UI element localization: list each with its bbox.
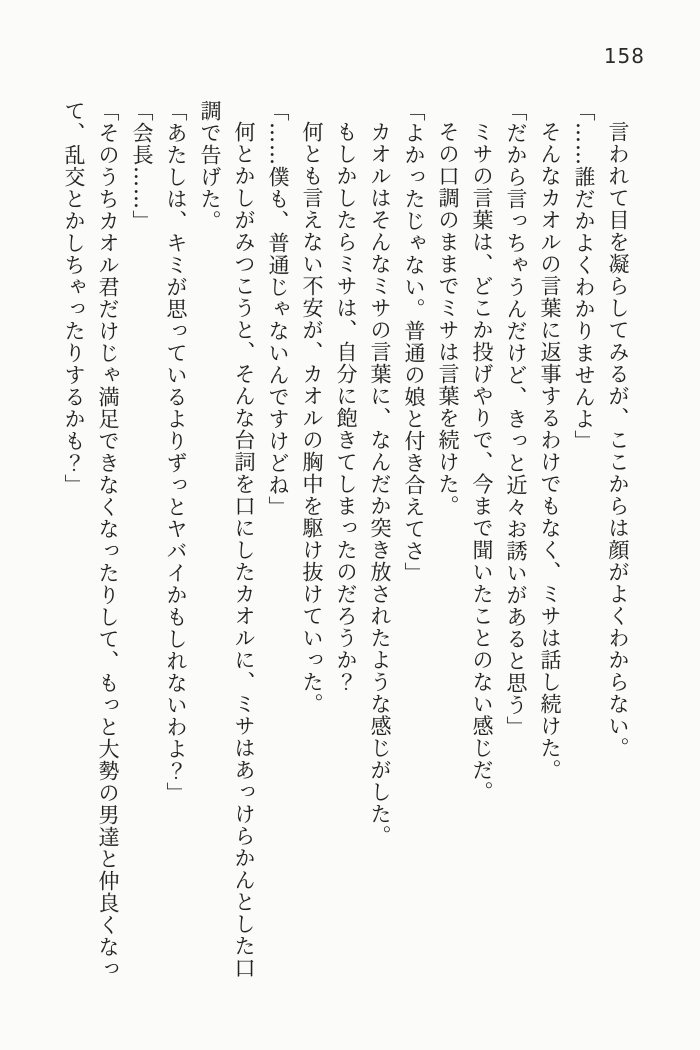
paragraph: 「……誰だかよくわかりませんよ」 (572, 100, 596, 452)
paragraph: その口調のままでミサは言葉を続けた。 (436, 121, 460, 517)
paragraph: 何とも言えない不安が、カオルの胸中を駆け抜けていった。 (300, 121, 324, 715)
paragraph: 「だから言っちゃうんだけど、きっと近々お誘いがあると思う」 (504, 100, 528, 738)
paragraph: 何とかしがみつこうと、そんな台詞を口にしたカオルに、ミサはあっけらかんとした口調で告げた。 (198, 100, 256, 979)
paragraph: 「会長……」 (130, 100, 154, 232)
paragraph: 「よかったじゃない。普通の娘と付き合えてさ」 (402, 100, 426, 584)
paragraph: 「そのうちカオル君だけじゃ満足できなくなったりして、もっと大勢の男達と仲良くなって、乱交とかしちゃったりするかも？」 (62, 100, 120, 980)
paragraph: 言われて目を凝らしてみるが、ここからは顔がよくわからない。 (606, 121, 630, 759)
paragraph: 「……僕も、普通じゃないんですけどね」 (266, 100, 290, 518)
body-text-block (57, 100, 635, 988)
paragraph: ミサの言葉は、どこか投げやりで、今まで聞いたことのない感じだ。 (470, 121, 494, 803)
page-number: 158 (603, 44, 645, 68)
paragraph: 「あたしは、キミが思っているよりずっとヤバイかもしれないわよ？」 (164, 100, 188, 804)
paragraph: カオルはそんなミサの言葉に、なんだか突き放されたような感じがした。 (368, 121, 392, 847)
paragraph: そんなカオルの言葉に返事するわけでもなく、ミサは話し続けた。 (538, 121, 562, 781)
paragraph: もしかしたらミサは、自分に飽きてしまったのだろうか？ (334, 121, 358, 693)
